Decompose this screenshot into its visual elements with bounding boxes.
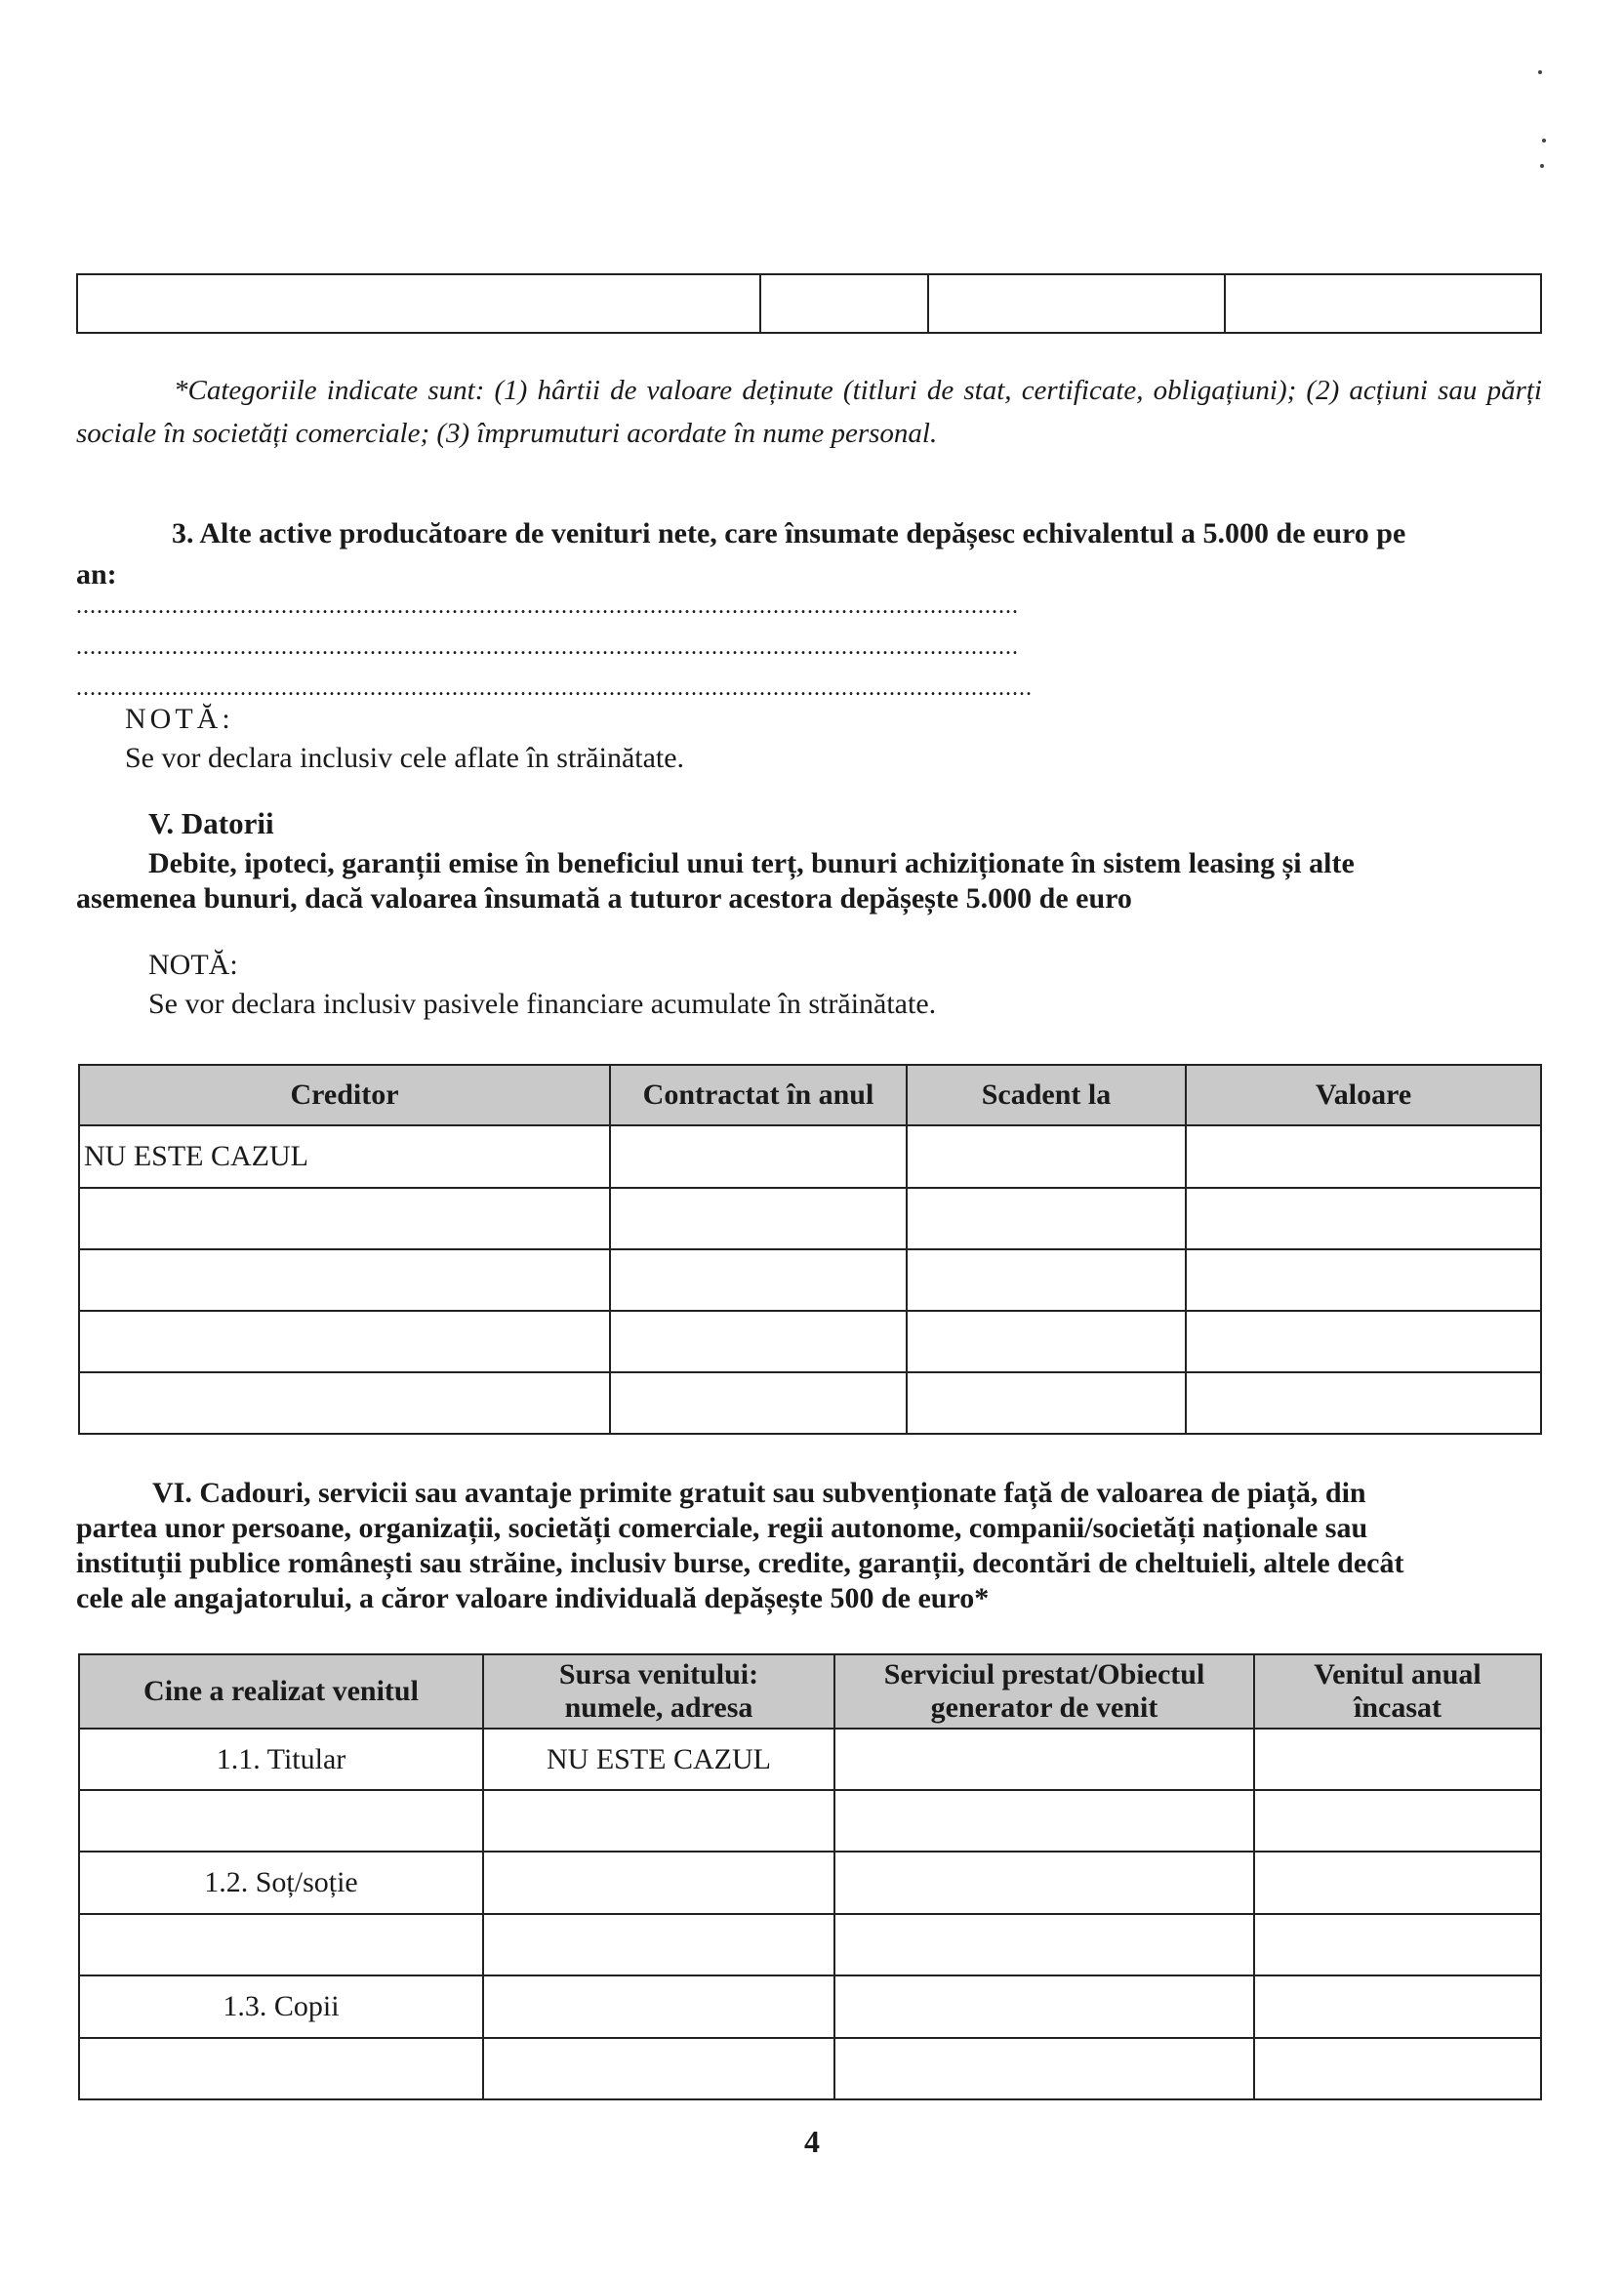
table-cell [1254, 1729, 1541, 1790]
table-cell [834, 1914, 1254, 1975]
table-cell [483, 2038, 834, 2099]
table-cell [907, 1249, 1186, 1311]
table-row [79, 1188, 1541, 1249]
table-cell: 1.3. Copii [79, 1975, 483, 2038]
gifts-header-income-l2: încasat [1354, 1691, 1441, 1724]
table-cell [834, 1852, 1254, 1914]
table-cell [1254, 2038, 1541, 2099]
table-row [79, 1372, 1541, 1434]
table-cell [483, 1975, 834, 2038]
table-cell: NU ESTE CAZUL [79, 1125, 610, 1188]
table-cell [610, 1249, 907, 1311]
gifts-header-income-l1: Venitul anual [1314, 1658, 1482, 1690]
table-cell [907, 1188, 1186, 1249]
table-cell [834, 2038, 1254, 2099]
page-number: 4 [804, 2124, 820, 2159]
table-cell [1186, 1125, 1541, 1188]
table-cell [79, 1914, 483, 1975]
footnote: *Categoriile indicate sunt: (1) hârtii de valoare deținute (titluri de stat, certificate, obligațiuni); (2) acțiuni sau părți sociale în societăți comerciale; (3) împrumuturi acordate în nume personal. [76, 375, 1542, 449]
gifts-header-source [483, 1654, 834, 1729]
section6-line: partea unor persoane, organizații, societăți comerciale, regii autonome, companii/societăți naționale sau [76, 1512, 1368, 1544]
gifts-header-income [1254, 1654, 1541, 1729]
table-cell: 1.1. Titular [79, 1729, 483, 1790]
dotted-line: .......................................................................................................................................... [76, 634, 1019, 660]
section3-nota-text: Se vor declara inclusiv cele aflate în străinătate. [125, 742, 685, 774]
top-table-cell [1225, 274, 1541, 333]
table-cell [1254, 1914, 1541, 1975]
section5-nota-label: NOTĂ: [148, 949, 238, 981]
table-cell [1254, 1790, 1541, 1852]
table-cell [1254, 1975, 1541, 2038]
table-cell [1186, 1311, 1541, 1372]
section3-heading-cont: an: [76, 558, 117, 590]
table-cell [907, 1372, 1186, 1434]
table-cell [610, 1372, 907, 1434]
table-cell [79, 1249, 610, 1311]
table-row [79, 1729, 1541, 1790]
table-cell [610, 1311, 907, 1372]
table-cell [907, 1125, 1186, 1188]
table-cell [834, 1790, 1254, 1852]
table-cell [483, 1790, 834, 1852]
table-cell [483, 1852, 834, 1914]
table-cell: NU ESTE CAZUL [483, 1729, 834, 1790]
dotted-line: ............................................................................................................................................ [76, 675, 1033, 701]
top-table-cell [77, 274, 760, 333]
gifts-header-source-l2: numele, adresa [564, 1691, 753, 1724]
gifts-table [78, 1653, 1542, 2100]
gifts-header-who: Cine a realizat venitul [79, 1654, 483, 1729]
table-cell [834, 1975, 1254, 2038]
scan-speck [1538, 70, 1542, 74]
section3-nota-label: NOTĂ: [125, 703, 234, 735]
debts-header-due: Scadent la [907, 1065, 1186, 1125]
table-cell [834, 1729, 1254, 1790]
table-cell [610, 1188, 907, 1249]
scan-speck [1540, 164, 1544, 168]
table-row [79, 1852, 1541, 1914]
scan-speck [1542, 139, 1546, 142]
table-row [79, 1790, 1541, 1852]
top-table [76, 273, 1542, 334]
section5-nota-text: Se vor declara inclusiv pasivele financiare acumulate în străinătate. [148, 988, 937, 1020]
section6-line: VI. Cadouri, servicii sau avantaje primite gratuit sau subvenționate față de valoarea de piață, din [152, 1477, 1366, 1509]
table-cell [1186, 1188, 1541, 1249]
table-row [79, 1975, 1541, 2038]
table-cell: 1.2. Soț/soție [79, 1852, 483, 1914]
table-cell [79, 2038, 483, 2099]
section5-title: V. Datorii [148, 806, 274, 840]
table-row [79, 1125, 1541, 1188]
gifts-header-source-l1: Sursa venitului: [558, 1658, 759, 1690]
section5-desc: Debite, ipoteci, garanții emise în beneficiul unui terț, bunuri achiziționate în sistem leasing și alte [148, 847, 1355, 879]
table-cell [79, 1311, 610, 1372]
table-cell [79, 1188, 610, 1249]
debts-header-contracted: Contractat în anul [610, 1065, 907, 1125]
table-row [79, 1249, 1541, 1311]
section6-text [76, 1476, 1542, 1616]
table-cell [1254, 1852, 1541, 1914]
debts-table [78, 1064, 1542, 1435]
gifts-header-service [834, 1654, 1254, 1729]
dotted-line: .......................................................................................................................................... [76, 593, 1019, 619]
top-table-cell [928, 274, 1225, 333]
table-row [79, 1311, 1541, 1372]
gifts-header-service-l2: generator de venit [930, 1691, 1158, 1724]
table-cell [79, 1790, 483, 1852]
section5-desc-cont: asemenea bunuri, dacă valoarea însumată a tuturor acestora depășește 5.000 de euro [76, 882, 1132, 915]
table-cell [483, 1914, 834, 1975]
table-row [79, 1914, 1541, 1975]
section3-heading: 3. Alte active producătoare de venituri nete, care însumate depășesc echivalentul a 5.000 de euro pe [172, 517, 1406, 550]
table-cell [610, 1125, 907, 1188]
debts-header-value: Valoare [1186, 1065, 1541, 1125]
section6-line: cele ale angajatorului, a căror valoare individuală depășește 500 de euro* [76, 1582, 990, 1614]
section6-line: instituții publice românești sau străine, inclusiv burse, credite, garanții, decontări de cheltuieli, altele decât [76, 1547, 1404, 1579]
gifts-header-service-l1: Serviciul prestat/Obiectul [883, 1658, 1205, 1690]
table-cell [907, 1311, 1186, 1372]
top-table-cell [760, 274, 928, 333]
debts-header-creditor: Creditor [79, 1065, 610, 1125]
table-cell [1186, 1249, 1541, 1311]
table-cell [1186, 1372, 1541, 1434]
table-cell [79, 1372, 610, 1434]
table-row [79, 2038, 1541, 2099]
